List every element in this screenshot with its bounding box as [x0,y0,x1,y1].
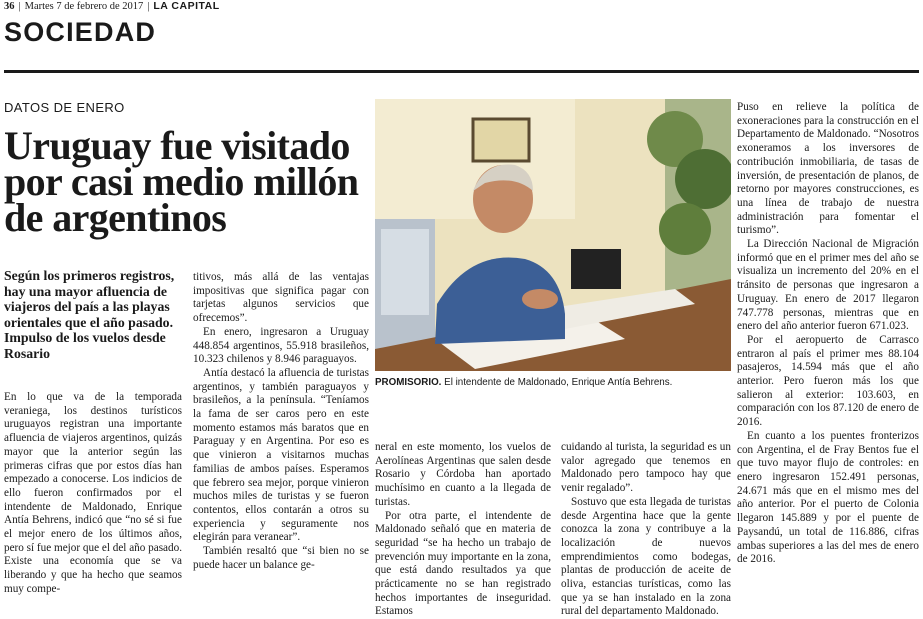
header-separator: | [147,1,150,12]
text-column-4 [561,441,731,619]
page-number: 36 [4,1,15,12]
text-column-1 [4,391,182,597]
article-paragraph: cuidando al turista, la seguridad es un valor agregado que tenemos en Maldonado pero tampoco hay que venir regalado”. [561,441,731,495]
article-paragraph: En lo que va de la temporada veraniega, los destinos turísticos uruguayos registran una importante afluencia de viajeros argentinos, quizás mayor que la anterior según las primeras cifras que por estos días han empezado a conocerse. Los indicios de ello fueron confirmados por el intendente de Maldonado, Enrique Antía Behrens, indicó que “no sé si fue el mejor enero de los últimos años, pero sí fue mejor que el del año pasado. Existe una economía que se va liberando y que ha hecho que seamos muy compe- [4,391,183,595]
text-column-2 [193,271,369,572]
article-paragraph: La Dirección Nacional de Migración informó que en el primer mes del año se visualiza un incremento del 20% en el tránsito de personas que ingresaron a Uruguay. En enero de 2017 llegaron 747.778 personas, mientras que en enero del año anterior fueron 671.023. [737,238,919,333]
article-headline: Uruguay fue visitado por casi medio millón de argentinos [4,123,359,240]
text-column-3 [375,441,551,619]
issue-date: Martes 7 de febrero de 2017 [24,1,144,12]
article-subhead: Según los primeros registros, hay una mayor afluencia de viajeros del país a las playas orientales que el año pasado. Impulso de los vuelos desde Rosario [4,268,175,361]
article-kicker: DATOS DE ENERO [4,100,125,115]
newspaper-name: LA CAPITAL [153,0,220,12]
article-paragraph: Puso en relieve la política de exoneraciones para la construcción en el Departamento de Maldonado. “Nosotros exoneramos a los inversores de contribución inmobiliaria, de tasas de inversión, de presentación de planos, de retorno por mayores construcciones, es una línea de trabajo de nuestra administración para fomentar el turismo”. [737,101,919,237]
text-column-5 [737,101,919,567]
section-rule [4,70,919,73]
photo-caption [375,377,731,389]
article-paragraph: neral en este momento, los vuelos de Aerolíneas Argentinas que salen desde Rosario y Córdoba han aportado muchísimo en cuanto a la llegada de turistas. [375,441,551,508]
caption-text: El intendente de Maldonado, Enrique Antía Behrens. [444,377,673,388]
page-header [4,0,220,12]
caption-label: PROMISORIO. [375,377,442,388]
article-paragraph: En enero, ingresaron a Uruguay 448.854 argentinos, 55.918 brasileños, 10.323 chilenos y 8.946 paraguayos. [193,325,369,366]
article-paragraph: Antía destacó la afluencia de turistas argentinos, y también paraguayos y brasileños, a la península. “Teníamos la fama de ser caros pero en este momento estamos más baratos que en Paraguay y en Argentina. Por eso es que vinieron a visitarnos muchas familias de ambos países. Esperamos que febrero sea mejor, porque vinieron muchos miles de turistas y se fueron contentos, ellos contarán a otros su experiencia y seguramente nos elegirán para veranear”. [193,366,369,544]
photo-illustration [375,99,731,371]
article-photo [375,99,731,371]
header-separator: | [18,1,21,12]
article-paragraph: Sostuvo que esta llegada de turistas desde Argentina hace que la gente conozca la zona y contribuye a la localización de nuevos emprendimientos como bodegas, plantas de producción de aceite de oliva, estancias turísticas, como las que ya se han instalado en la zona rural del departamento Maldonado. [561,495,731,618]
article-paragraph: También resaltó que “si bien no se puede hacer un balance ge- [193,545,369,571]
article-paragraph: Por otra parte, el intendente de Maldonado señaló que en materia de seguridad “se ha hecho un trabajo de prevención muy importante en la zona, que está dando resultados ya que prácticamente no se han registrado hechos importantes de inseguridad. Estamos [375,509,551,618]
article-paragraph: En cuanto a los puentes fronterizos con Argentina, el de Fray Bentos fue el que tuvo mayor flujo de controles: en enero ingresaron 152.491 personas, 24.671 más que en el mismo mes del año anterior. Por el puerto de Colonia llegaron 145.889 y por el puente de Paysandú, un total de 116.886, cifras ambas superiores a las del mes de enero de 2016. [737,429,919,566]
section-title: SOCIEDAD [4,17,157,47]
article-paragraph: titivos, más allá de las ventajas impositivas que significa pagar con tarjetas algunos servicios que ofrecemos”. [193,271,369,325]
article-paragraph: Por el aeropuerto de Carrasco entraron al país el primer mes 88.104 pasajeros, 14.594 más que el año anterior. Pero fueron más los que salieron al exterior: 103.603, en comparación con los 87.120 de enero de 2016. [737,333,919,429]
